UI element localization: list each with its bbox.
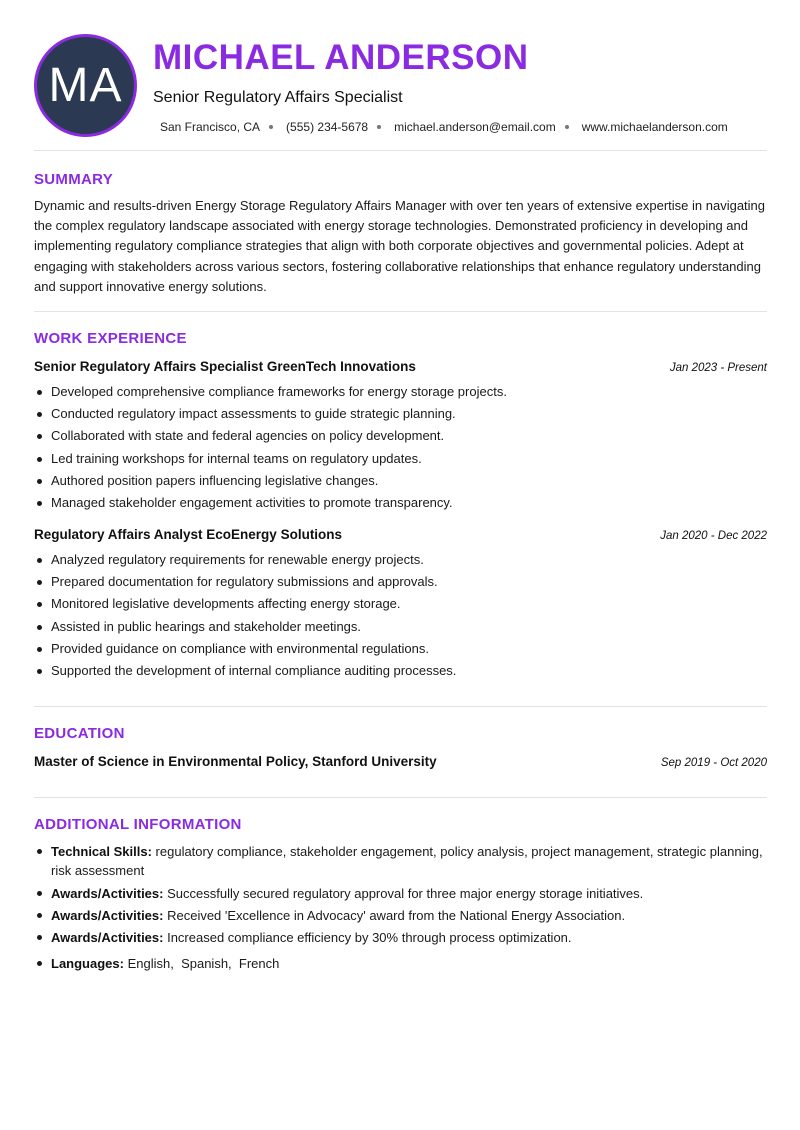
job-bullets [34,549,767,682]
additional-info-list [34,842,767,973]
contact-location: San Francisco, CA [160,120,261,134]
list-item [34,906,767,925]
list-item [34,954,767,973]
education-heading: EDUCATION [34,725,125,742]
list-item: Managed stakeholder engagement activities to promote transparency. [34,492,767,514]
job-bullets [34,381,767,514]
item-text: Received 'Excellence in Advocacy' award from the National Energy Association. [167,908,626,923]
contact-bar [160,120,728,134]
list-item [34,842,767,880]
list-item: Monitored legislative developments affecting energy storage. [34,593,767,615]
divider [34,706,767,707]
candidate-name: MICHAEL ANDERSON [153,38,529,77]
divider [34,150,767,151]
avatar [34,34,137,137]
item-text: regulatory compliance, stakeholder engagement, policy analysis, project management, strategic planning, risk assessment [51,844,763,878]
list-item [34,928,767,947]
job-dates: Jan 2020 - Dec 2022 [660,530,767,542]
list-item: Assisted in public hearings and stakeholder meetings. [34,616,767,638]
summary-text: Dynamic and results-driven Energy Storage Regulatory Affairs Manager with over ten years of extensive expertise in navigating the complex regulatory landscape associated with energy storage technologies. Demonstrated proficiency in developing and implementing regulatory compliance strategies that align with both corporate objectives and governmental policies. Adept at engaging with stakeholders across various sectors, fostering collaborative relationships that enhance regulatory understanding and support innovative energy solutions. [34,198,766,294]
list-item: Developed comprehensive compliance frameworks for energy storage projects. [34,381,767,403]
list-item: Led training workshops for internal teams on regulatory updates. [34,448,767,470]
education-degree: Master of Science in Environmental Policy, Stanford University [34,754,437,769]
list-item: Authored position papers influencing legislative changes. [34,470,767,492]
item-label: Technical Skills: [51,844,152,859]
education-dates: Sep 2019 - Oct 2020 [660,757,767,769]
list-item: Analyzed regulatory requirements for renewable energy projects. [34,549,767,571]
item-text: Increased compliance efficiency by 30% through process optimization. [167,930,572,945]
avatar-initials: MA [48,59,123,112]
list-item: Supported the development of internal compliance auditing processes. [34,660,767,682]
list-item: Collaborated with state and federal agencies on policy development. [34,425,767,447]
separator-dot-icon [377,125,381,129]
item-label: Awards/Activities: [51,908,164,923]
list-item: Conducted regulatory impact assessments to guide strategic planning. [34,403,767,425]
divider [34,797,767,798]
list-item: Prepared documentation for regulatory submissions and approvals. [34,571,767,593]
job-header [34,359,767,374]
contact-website[interactable]: www.michaelanderson.com [581,120,728,134]
divider [34,311,767,312]
additional-info-heading: ADDITIONAL INFORMATION [34,816,242,833]
item-label: Awards/Activities: [51,930,164,945]
contact-phone[interactable]: (555) 234-5678 [286,120,369,134]
candidate-title: Senior Regulatory Affairs Specialist [153,89,403,106]
item-label: Awards/Activities: [51,886,164,901]
item-text: English, Spanish, French [127,956,280,971]
job-role: Senior Regulatory Affairs Specialist GreenTech Innovations [34,359,416,374]
contact-email[interactable]: michael.anderson@email.com [394,120,556,134]
item-text: Successfully secured regulatory approval for three major energy storage initiatives. [167,886,644,901]
list-item: Provided guidance on compliance with environmental regulations. [34,638,767,660]
separator-dot-icon [269,125,273,129]
list-item [34,884,767,903]
item-label: Languages: [51,956,124,971]
summary-heading: SUMMARY [34,171,114,188]
job-header [34,527,767,542]
education-entry [34,754,767,769]
job-role: Regulatory Affairs Analyst EcoEnergy Solutions [34,527,343,542]
job-dates: Jan 2023 - Present [669,362,767,374]
work-experience-heading: WORK EXPERIENCE [34,330,187,347]
separator-dot-icon [565,125,569,129]
